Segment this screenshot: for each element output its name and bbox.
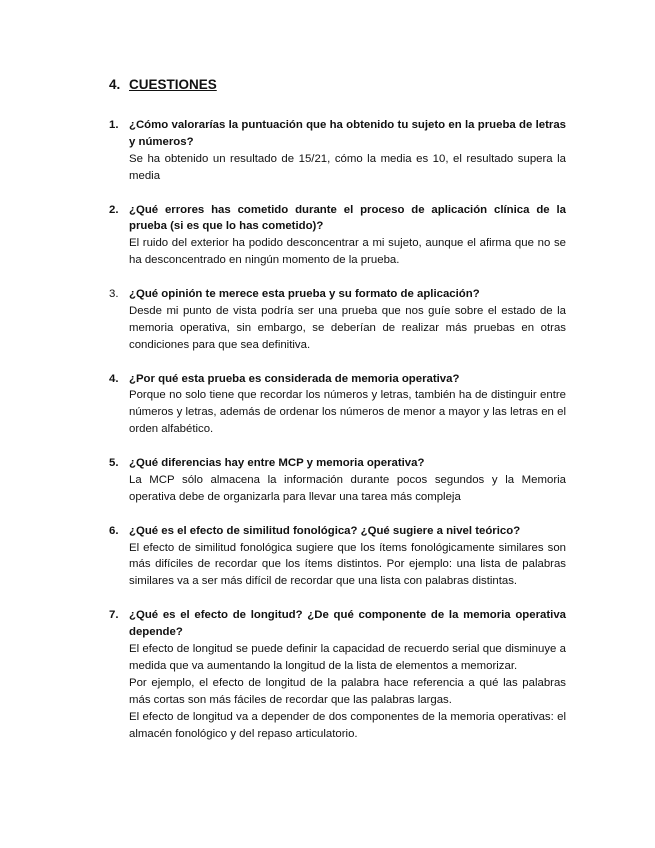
question-number: 6. bbox=[109, 524, 119, 537]
question-item-6 bbox=[109, 523, 566, 591]
question-number: 7. bbox=[109, 609, 119, 622]
question-text: ¿Qué es el efecto de longitud? ¿De qué componente de la memoria operativa depende? bbox=[129, 609, 566, 639]
question-number: 1. bbox=[109, 119, 119, 131]
question-text: ¿Por qué esta prueba es considerada de memoria operativa? bbox=[129, 372, 460, 385]
questions-list bbox=[109, 117, 566, 759]
question-number: 3. bbox=[109, 288, 119, 301]
question-item-5 bbox=[109, 455, 566, 506]
question-text: ¿Cómo valorarías la puntuación que ha obtenido tu sujeto en la prueba de letras y números? bbox=[129, 119, 566, 148]
answer-text: Por ejemplo, el efecto de longitud de la palabra hace referencia a qué las palabras más cortas son más fáciles de recordar que las palabras largas. bbox=[129, 676, 566, 706]
section-title: CUESTIONES bbox=[129, 77, 217, 92]
answer-text: Porque no solo tiene que recordar los números y letras, también ha de distinguir entre números y letras, además de ordenar los números de menor a mayor y las letras en el orden alfabético. bbox=[129, 389, 566, 436]
answer-text: Desde mi punto de vista podría ser una prueba que nos guíe sobre el estado de la memoria operativa, sin embargo, se deberían de realizar más pruebas en otras condiciones para que sea definitiva. bbox=[129, 304, 566, 351]
question-number: 2. bbox=[109, 203, 119, 216]
answer-text: Se ha obtenido un resultado de 15/21, cómo la media es 10, el resultado supera la media bbox=[129, 152, 566, 182]
question-number: 5. bbox=[109, 457, 119, 470]
question-item-7 bbox=[109, 607, 566, 742]
answer-text: La MCP sólo almacena la información durante pocos segundos y la Memoria operativa debe de organizarla para llevar una tarea más compleja bbox=[129, 473, 566, 503]
question-text: ¿Qué errores has cometido durante el proceso de aplicación clínica de la prueba (si es que lo has cometido)? bbox=[129, 203, 566, 233]
question-text: ¿Qué es el efecto de similitud fonológica? ¿Qué sugiere a nivel teórico? bbox=[129, 524, 521, 537]
question-item-1 bbox=[109, 117, 566, 185]
question-item-3 bbox=[109, 286, 566, 354]
answer-text: El efecto de longitud va a depender de dos componentes de la memoria operativas: el almacén fonológico y del repaso articulatorio. bbox=[129, 710, 566, 740]
question-item-4 bbox=[109, 371, 566, 439]
question-item-2 bbox=[109, 202, 566, 270]
question-number: 4. bbox=[109, 372, 119, 385]
question-text: ¿Qué opinión te merece esta prueba y su formato de aplicación? bbox=[129, 288, 480, 301]
section-number: 4. bbox=[109, 77, 121, 92]
answer-text: El efecto de similitud fonológica sugiere que los ítems fonológicamente similares son más difíciles de recordar que los ítems distintos. Por ejemplo: una lista de palabras similares va a ser más difícil de recordar que una lista con palabras distintas. bbox=[129, 541, 566, 588]
section-heading bbox=[109, 77, 217, 93]
answer-text: El ruido del exterior ha podido desconcentrar a mi sujeto, aunque el afirma que no se ha desconcentrado en ningún momento de la prueba. bbox=[129, 237, 566, 267]
question-text: ¿Qué diferencias hay entre MCP y memoria operativa? bbox=[129, 457, 425, 470]
answer-text: El efecto de longitud se puede definir la capacidad de recuerdo serial que disminuye a medida que va aumentando la longitud de la lista de elementos a memorizar. bbox=[129, 643, 566, 672]
